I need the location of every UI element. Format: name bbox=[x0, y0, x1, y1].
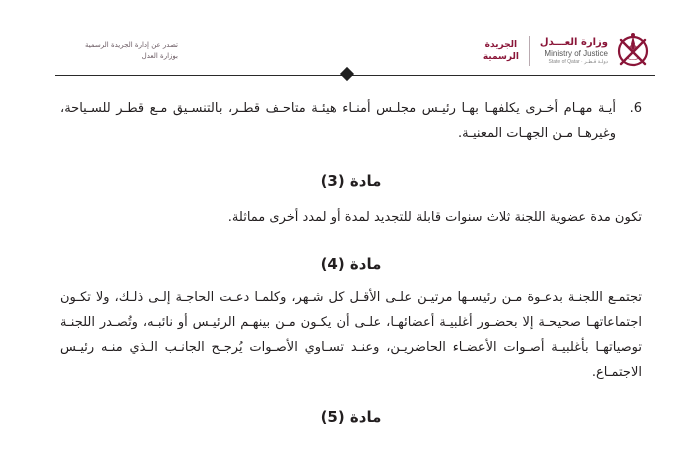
gazette-title bbox=[483, 39, 519, 63]
page-header bbox=[0, 0, 700, 80]
issuer-line-2: بوزارة العدل bbox=[141, 52, 178, 60]
issuer-note bbox=[58, 40, 178, 62]
gazette-title-line-1: الجريدة bbox=[484, 40, 518, 50]
ministry-name-arabic: وزارة العـــدل bbox=[539, 36, 608, 48]
ministry-state-line: State of Qatar · دولـة قـطـر bbox=[548, 58, 608, 65]
brand-block bbox=[483, 30, 650, 72]
article-3-heading: مادة (3) bbox=[320, 172, 382, 190]
list-item-number: 6. bbox=[629, 101, 642, 116]
gazette-title-line-2: الرسمية bbox=[482, 52, 519, 62]
qatar-emblem-icon bbox=[616, 30, 650, 72]
article-5-heading: مادة (5) bbox=[320, 408, 382, 426]
article-4-text: تجتمـع اللجنـة بدعـوة مـن رئيسـها مرتيـن علـى الأقـل كل شـهر، وكلمـا دعـت الحاجـة إلـى ذلـك، ولا تكـون اجتماعاتهـا صحيحـة إلا بحضـور أغلبيـة أعضائهـا، علـى أن يكـون مـن بينهـم الرئيـس أو نائبـه، وتُصـدر اللجنـة توصياتهـا بأغلبيـة أصـوات الأعضـاء الحاضريـن، وعنـد تسـاوي الأصـوات يُرجـح الجانـب الـذي منـه رئيـس الاجتمـاع. bbox=[60, 290, 642, 380]
document-body bbox=[60, 96, 642, 430]
ministry-name-english: Ministry of Justice bbox=[544, 48, 608, 58]
brand-separator bbox=[529, 36, 530, 66]
header-divider bbox=[55, 75, 655, 76]
list-item bbox=[60, 96, 642, 146]
article-4-heading: مادة (4) bbox=[320, 255, 382, 273]
article-3-text: تكون مدة عضوية اللجنة ثلاث سنوات قابلة للتجديد لمدة أو لمدد أخرى مماثلة. bbox=[227, 210, 642, 225]
list-item-text: أيـة مهـام أخـرى يكلفهـا بهـا رئيـس مجلـس أمنـاء هيئـة متاحـف قطـر، بالتنسـيق مـع قطـر للسـياحة، وغيرهـا مـن الجهـات المعنيـة. bbox=[60, 101, 616, 141]
ministry-name bbox=[540, 37, 608, 66]
issuer-line-1: تصدر عن إدارة الجريدة الرسمية bbox=[85, 41, 178, 49]
